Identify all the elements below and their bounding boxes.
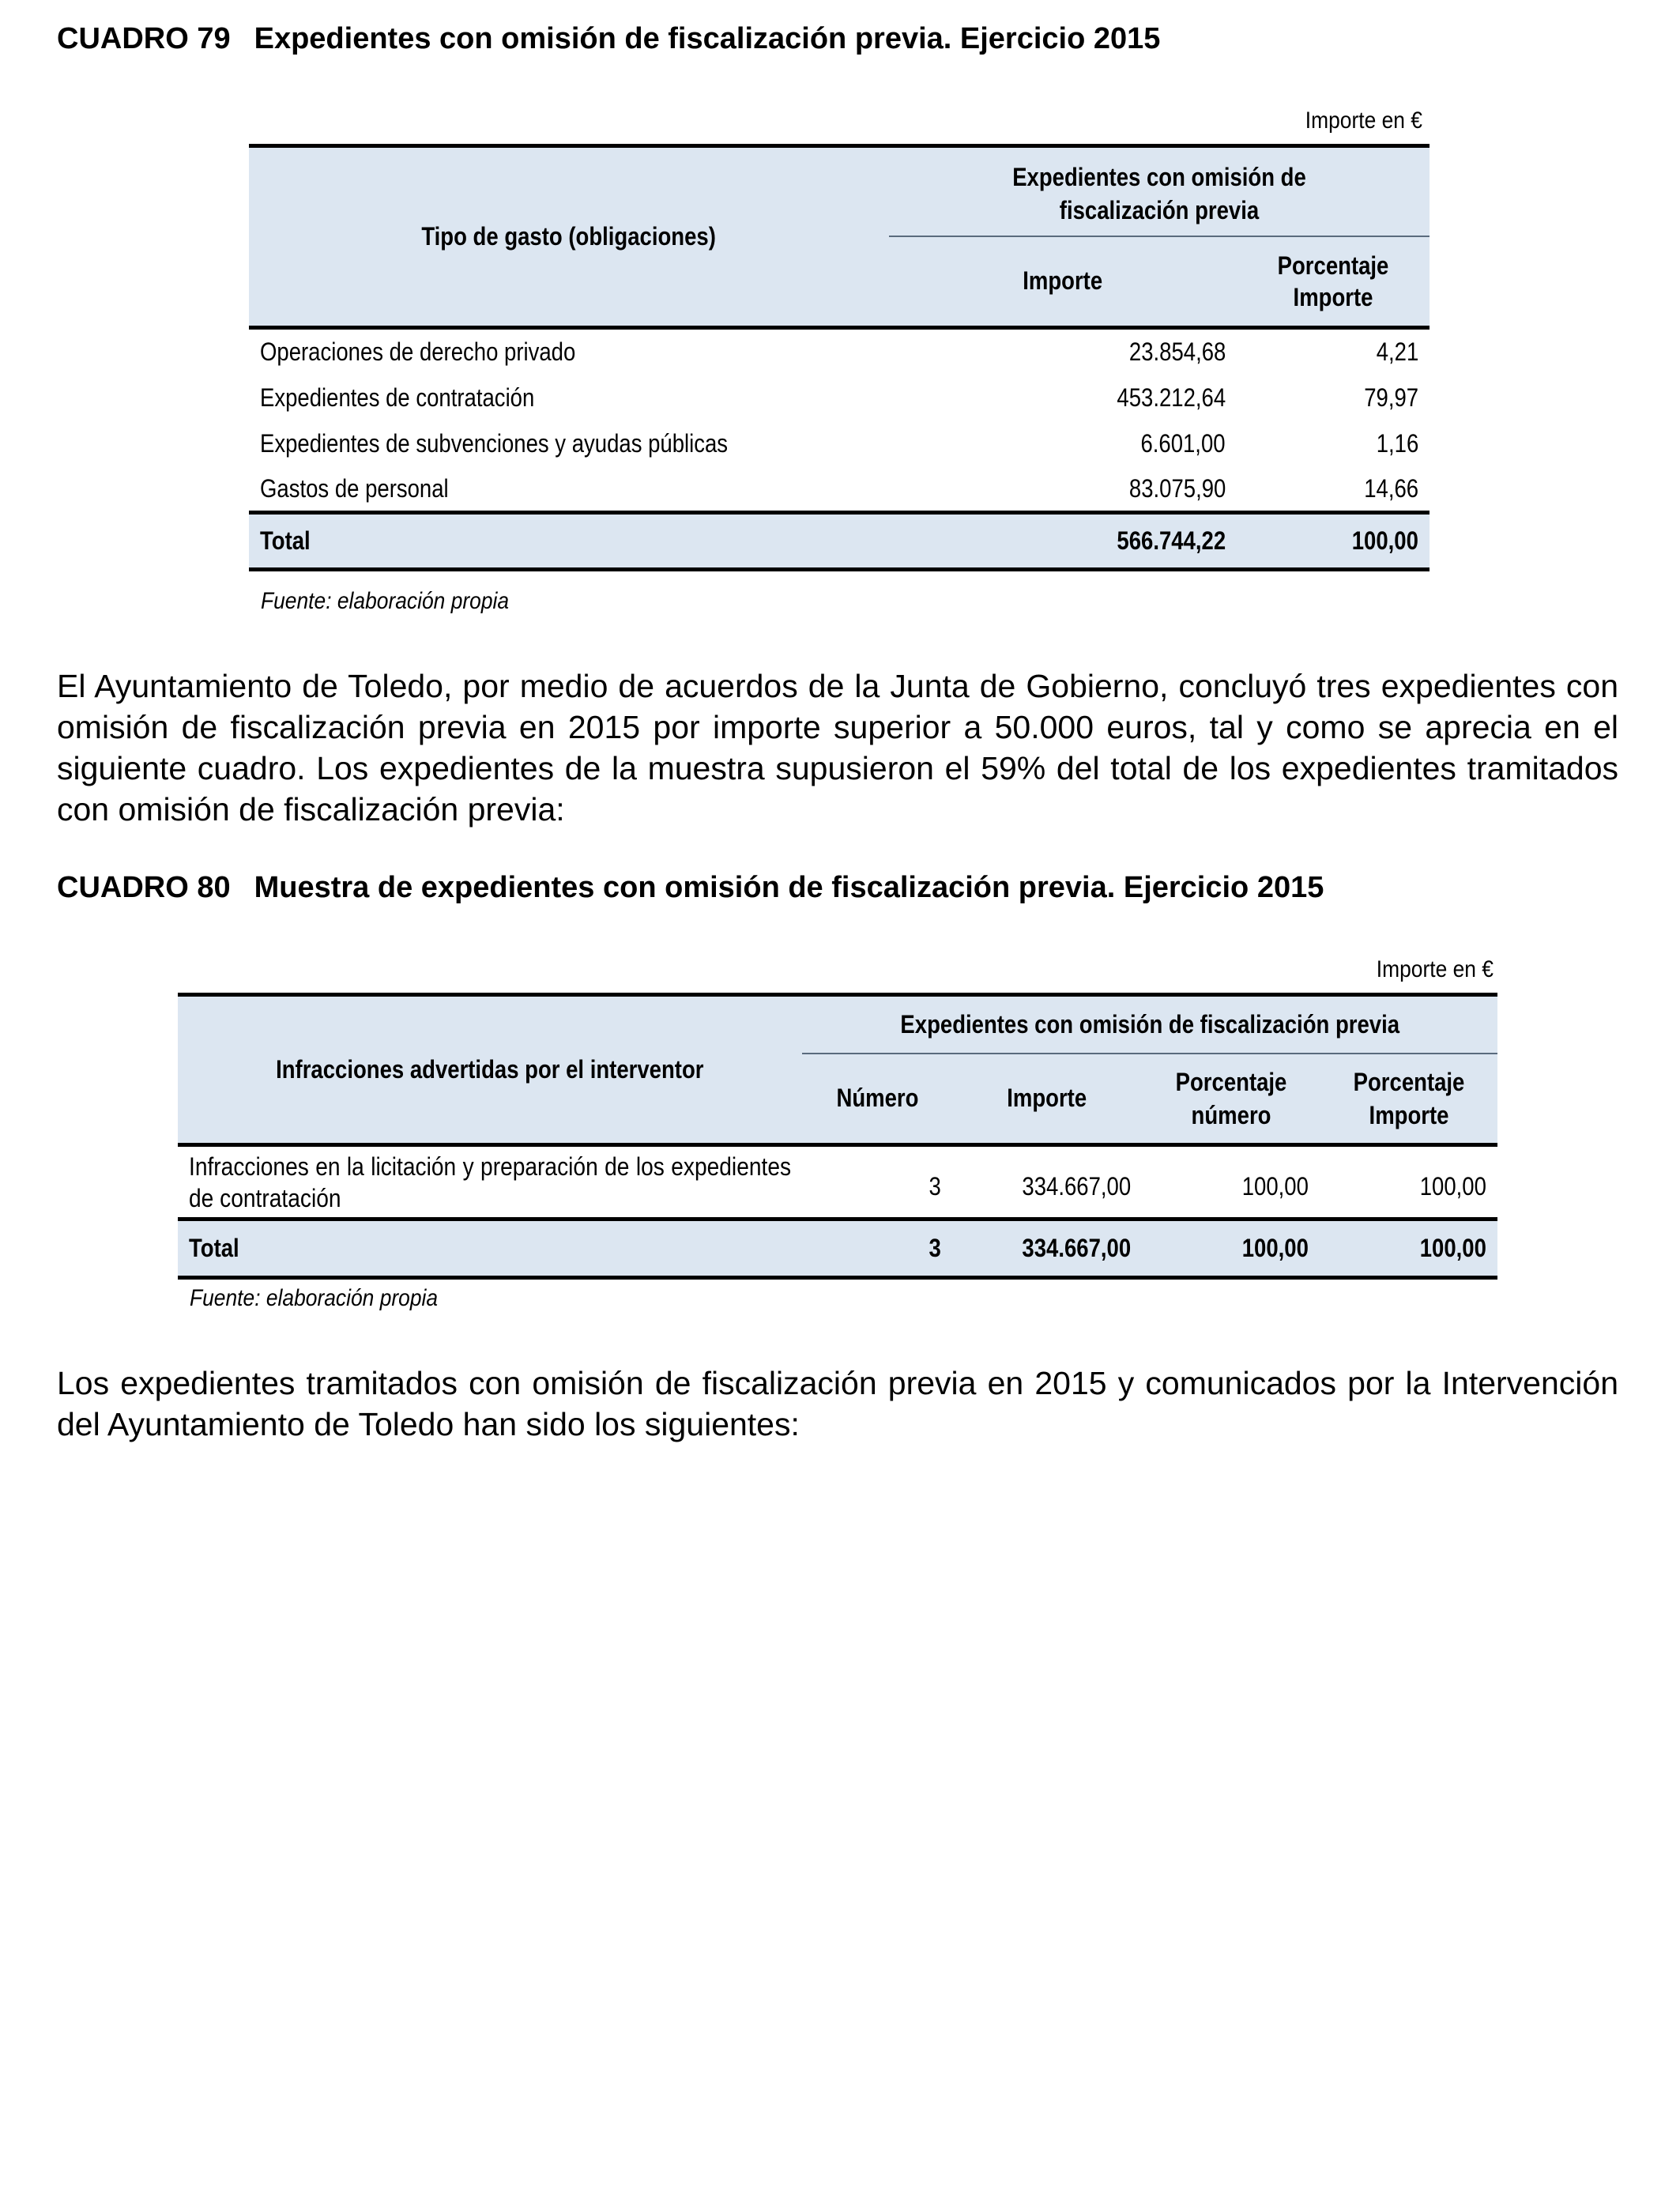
col-importe: Importe xyxy=(952,1054,1142,1145)
col-group-expedientes: Expedientes con omisión de fiscalización previa xyxy=(802,995,1497,1054)
table-row: Expedientes de subvenciones y ayudas públicas 6.601,00 1,16 xyxy=(260,429,1418,458)
cuadro-79-heading xyxy=(57,22,1160,56)
table-row: Gastos de personal 83.075,90 14,66 xyxy=(260,473,1418,503)
table-row: Infracciones en la licitación y preparación de los expedientes de contratación 3 334.667,00 100,00 100,00 xyxy=(189,1152,1487,1212)
cuadro-79-title: Expedientes con omisión de fiscalización previa. Ejercicio 2015 xyxy=(254,22,1161,55)
col-tipo-gasto: Tipo de gasto (obligaciones) xyxy=(249,146,889,328)
total-row: Total 566.744,22 100,00 xyxy=(249,513,1430,570)
paragraph-2: Los expedientes tramitados con omisión de fiscalización previa en 2015 y comunicados por la Intervención del Ayuntamiento de Toledo han sido los siguientes: xyxy=(57,1365,1618,1442)
col-group-expedientes: Expedientes con omisión de fiscalización previa xyxy=(889,146,1430,236)
cuadro-79-unit: Importe en € xyxy=(1305,107,1422,134)
cuadro-80-title: Muestra de expedientes con omisión de fiscalización previa. Ejercicio 2015 xyxy=(254,871,1324,904)
cuadro-80-number: CUADRO 80 xyxy=(57,871,231,904)
paragraph-1: El Ayuntamiento de Toledo, por medio de acuerdos de la Junta de Gobierno, concluyó tres expedientes con omisión de fiscalización previa en 2015 por importe superior a 50.000 euros, tal y como se aprecia en el siguiente cuadro. Los expedientes de la muestra supusieron el 59% del total de los expedientes tramitados con omisión de fiscalización previa: xyxy=(57,668,1618,827)
cuadro-80-unit: Importe en € xyxy=(1376,956,1494,982)
cuadro-79-number: CUADRO 79 xyxy=(57,22,231,55)
total-row: Total 3 334.667,00 100,00 100,00 xyxy=(178,1220,1497,1278)
col-infracciones: Infracciones advertidas por el interventor xyxy=(178,995,802,1145)
col-porcentaje-numero: Porcentaje número xyxy=(1142,1054,1320,1145)
col-importe: Importe xyxy=(889,236,1237,328)
table-row: Operaciones de derecho privado 23.854,68 4,21 xyxy=(260,337,1418,367)
cuadro-80-table xyxy=(178,993,1497,1280)
cuadro-80-heading xyxy=(57,871,1324,905)
cuadro-79-table xyxy=(249,144,1430,571)
col-numero: Número xyxy=(802,1054,952,1145)
cuadro-80-source: Fuente: elaboración propia xyxy=(190,1285,439,1311)
col-porcentaje-importe: Porcentaje Importe xyxy=(1320,1054,1497,1145)
col-porcentaje: Porcentaje Importe xyxy=(1237,236,1430,328)
table-row: Expedientes de contratación 453.212,64 79,97 xyxy=(260,383,1418,412)
cuadro-79-source: Fuente: elaboración propia xyxy=(261,588,510,614)
